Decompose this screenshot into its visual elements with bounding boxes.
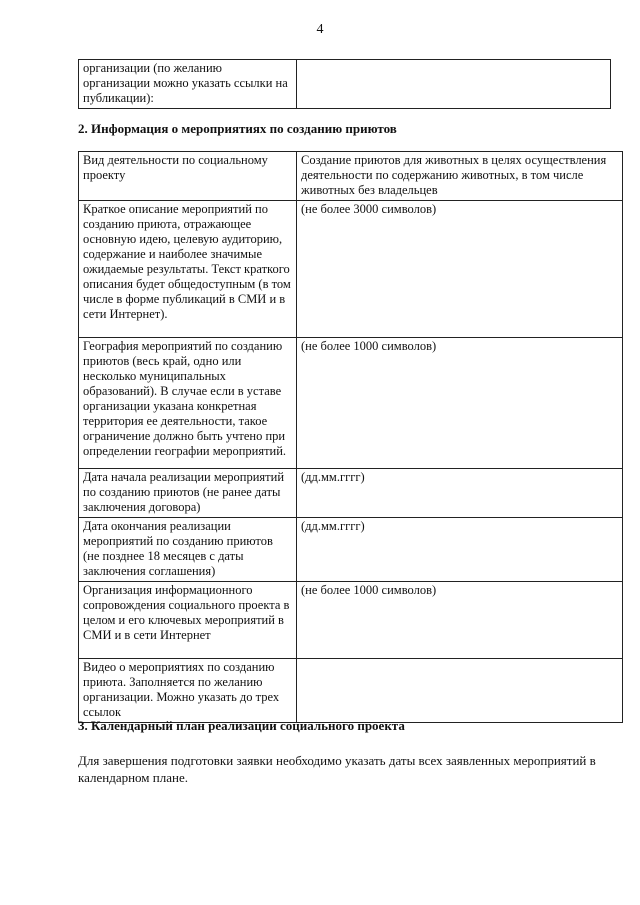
row-value: (дд.мм.гггг) [297,518,623,582]
section-2-title: 2. Информация о мероприятиях по созданию приютов [78,121,397,136]
section-3-title: 3. Календарный план реализации социального проекта [78,718,405,733]
row-value [297,60,611,109]
table-row [79,659,623,723]
continuation-table [78,59,611,109]
row-value: (не более 1000 символов) [297,338,623,469]
section-3-paragraph: Для завершения подготовки заявки необходимо указать даты всех заявленных мероприятий в календарном плане. [78,753,596,785]
table-row [79,469,623,518]
row-label: Организация информационного сопровождения социального проекта в целом и его ключевых мероприятий в СМИ и в сети Интернет [79,582,297,659]
row-label: Вид деятельности по социальному проекту [79,152,297,201]
row-value: (дд.мм.гггг) [297,469,623,518]
row-value: Создание приютов для животных в целях осуществления деятельности по содержанию животных, в том числе животных без владельцев [297,152,623,201]
row-label: География мероприятий по созданию приютов (весь край, одно или несколько муниципальных образований). В случае если в уставе организации указана конкретная территория ее деятельности, такое ограничение должно быть учтено при определении географии мероприятий. [79,338,297,469]
table-row [79,582,623,659]
row-label: Дата окончания реализации мероприятий по созданию приютов (не позднее 18 месяцев с даты заключения соглашения) [79,518,297,582]
table-row [79,60,611,109]
table-row [79,338,623,469]
row-label: Краткое описание мероприятий по созданию приюта, отражающее основную идею, целевую аудиторию, содержание и наиболее значимые ожидаемые результаты. Текст краткого описания будет общедоступным (в том числе в форме публикаций в СМИ и в сети Интернет). [79,201,297,338]
row-label: Видео о мероприятиях по созданию приюта. Заполняется по желанию организации. Можно указать до трех ссылок [79,659,297,723]
table-row [79,152,623,201]
table-row [79,518,623,582]
shelter-info-table [78,151,623,723]
page-number: 4 [316,22,324,37]
row-label: Дата начала реализации мероприятий по созданию приютов (не ранее даты заключения договора) [79,469,297,518]
row-value: (не более 3000 символов) [297,201,623,338]
row-value: (не более 1000 символов) [297,582,623,659]
table-row [79,201,623,338]
row-label: организации (по желанию организации можно указать ссылки на публикации): [79,60,297,109]
row-value [297,659,623,723]
